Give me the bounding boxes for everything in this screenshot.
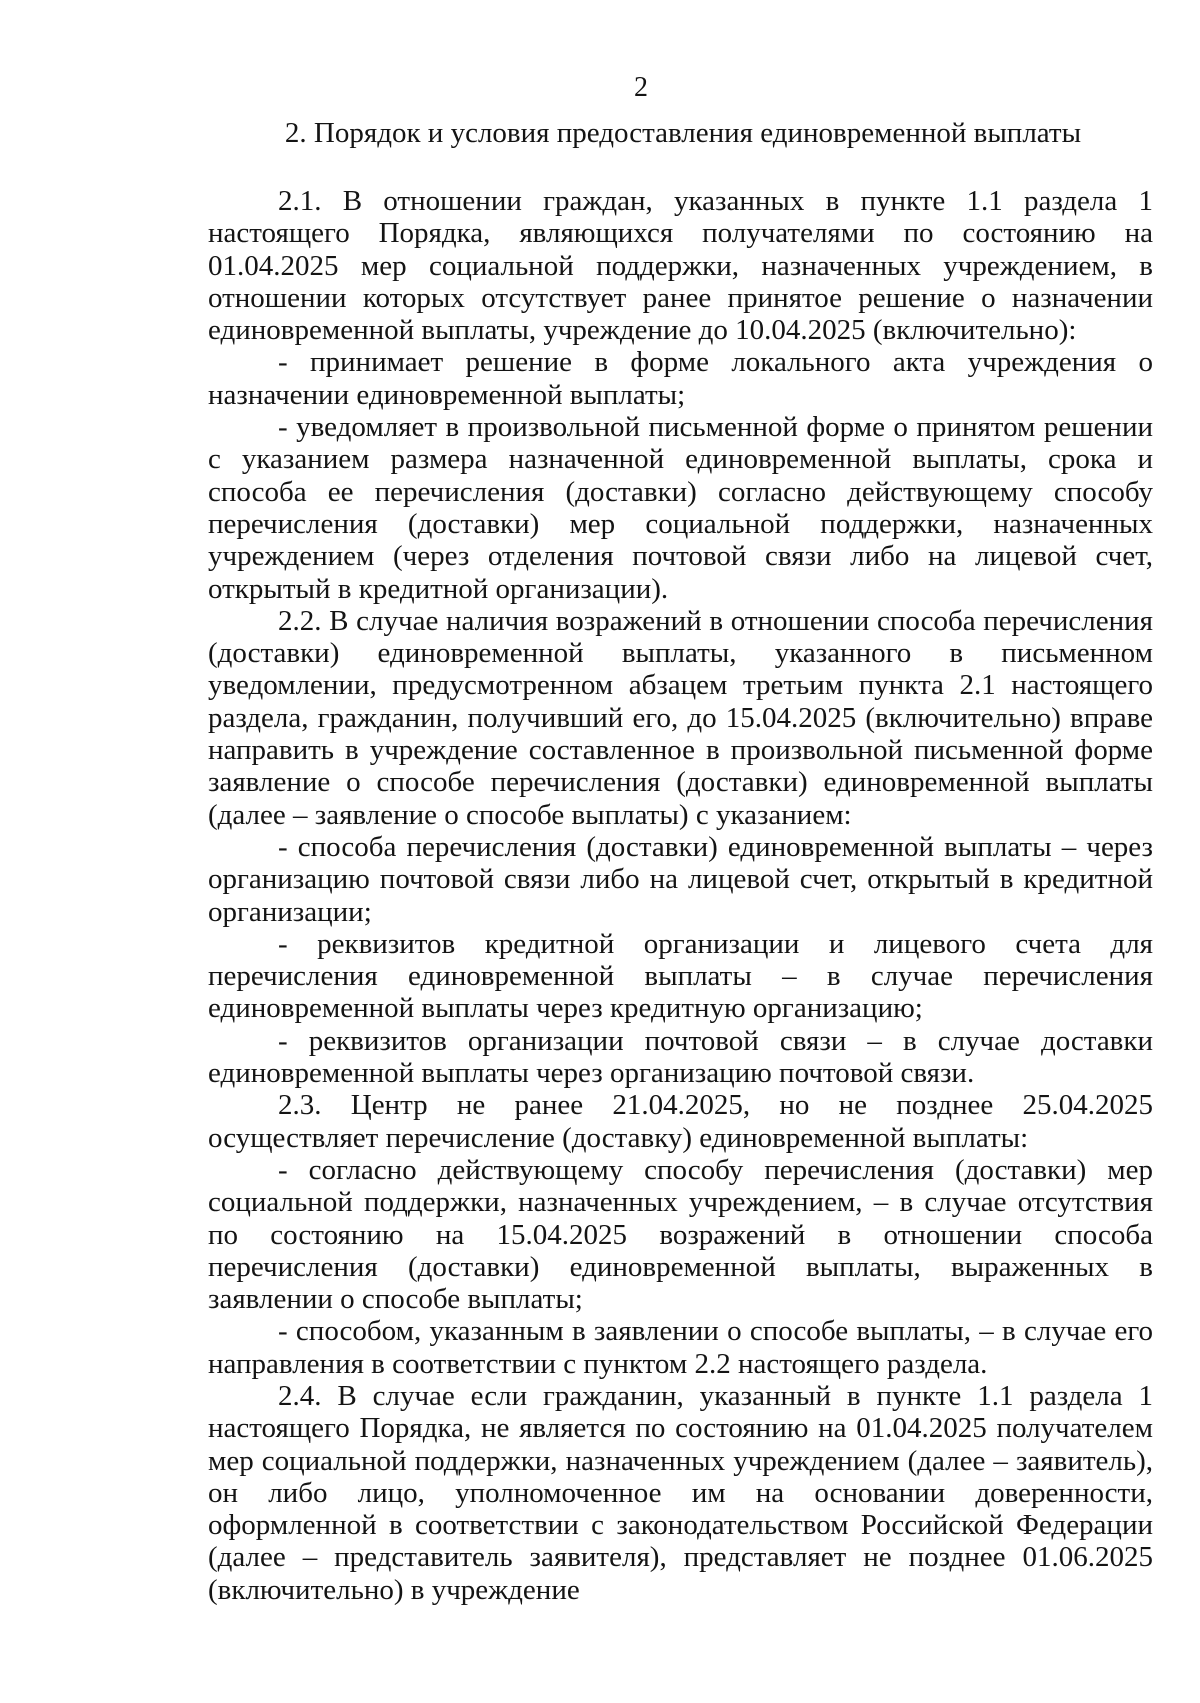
paragraph-2-3-item-2: - способом, указанным в заявлении о способе выплаты, – в случае его направления в соответствии с пунктом 2.2 настоящего раздела. [208,1315,1153,1380]
paragraph-2-1: 2.1. В отношении граждан, указанных в пункте 1.1 раздела 1 настоящего Порядка, являющихся получателями по состоянию на 01.04.2025 мер социальной поддержки, назначенных учреждением, в отношении которых отсутствует ранее принятое решение о назначении единовременной выплаты, учреждение до 10.04.2025 (включительно): [208,185,1153,347]
document-body [208,185,1153,1606]
paragraph-2-2-item-3: - реквизитов организации почтовой связи – в случае доставки единовременной выплаты через организацию почтовой связи. [208,1024,1153,1090]
paragraph-2-2-item-2: - реквизитов кредитной организации и лицевого счета для перечисления единовременной выплаты – в случае перечисления единовременной выплаты через кредитную организацию; [208,927,1153,1025]
paragraph-2-3-item-1: - согласно действующему способу перечисления (доставки) мер социальной поддержки, назначенных учреждением, – в случае отсутствия по состоянию на 15.04.2025 возражений в отношении способа перечисления (доставки) единовременной выплаты, выраженных в заявлении о способе выплаты; [208,1153,1153,1316]
paragraph-2-1-item-1: - принимает решение в форме локального акта учреждения о назначении единовременной выплаты; [208,346,1153,411]
page-number: 2 [634,72,648,103]
paragraph-2-1-item-2: - уведомляет в произвольной письменной форме о принятом решении с указанием размера назначенной единовременной выплаты, срока и способа ее перечисления (доставки) согласно действующему способу перечисления (доставки) мер социальной поддержки, назначенных учреждением (через отделения почтовой связи либо на лицевой счет, открытый в кредитной организации). [208,411,1153,605]
paragraph-2-2: 2.2. В случае наличия возражений в отношении способа перечисления (доставки) единовременной выплаты, указанного в письменном уведомлении, предусмотренном абзацем третьим пункта 2.1 настоящего раздела, гражданин, получивший его, до 15.04.2025 (включительно) вправе направить в учреждение составленное в произвольной письменной форме заявление о способе перечисления (доставки) единовременной выплаты (далее – заявление о способе выплаты) с указанием: [208,604,1153,831]
paragraph-2-2-item-1: - способа перечисления (доставки) единовременной выплаты – через организацию почтовой связи либо на лицевой счет, открытый в кредитной организации; [208,830,1153,928]
paragraph-2-3: 2.3. Центр не ранее 21.04.2025, но не позднее 25.04.2025 осуществляет перечисление (доставку) единовременной выплаты: [208,1089,1153,1154]
paragraph-2-4: 2.4. В случае если гражданин, указанный в пункте 1.1 раздела 1 настоящего Порядка, не является по состоянию на 01.04.2025 получателем мер социальной поддержки, назначенных учреждением (далее – заявитель), он либо лицо, уполномоченное им на основании доверенности, оформленной в соответствии с законодательством Российской Федерации (далее – представитель заявителя), представляет не позднее 01.06.2025 (включительно) в учреждение [208,1379,1153,1606]
section-title: 2. Порядок и условия предоставления единовременной выплаты [284,117,1082,149]
